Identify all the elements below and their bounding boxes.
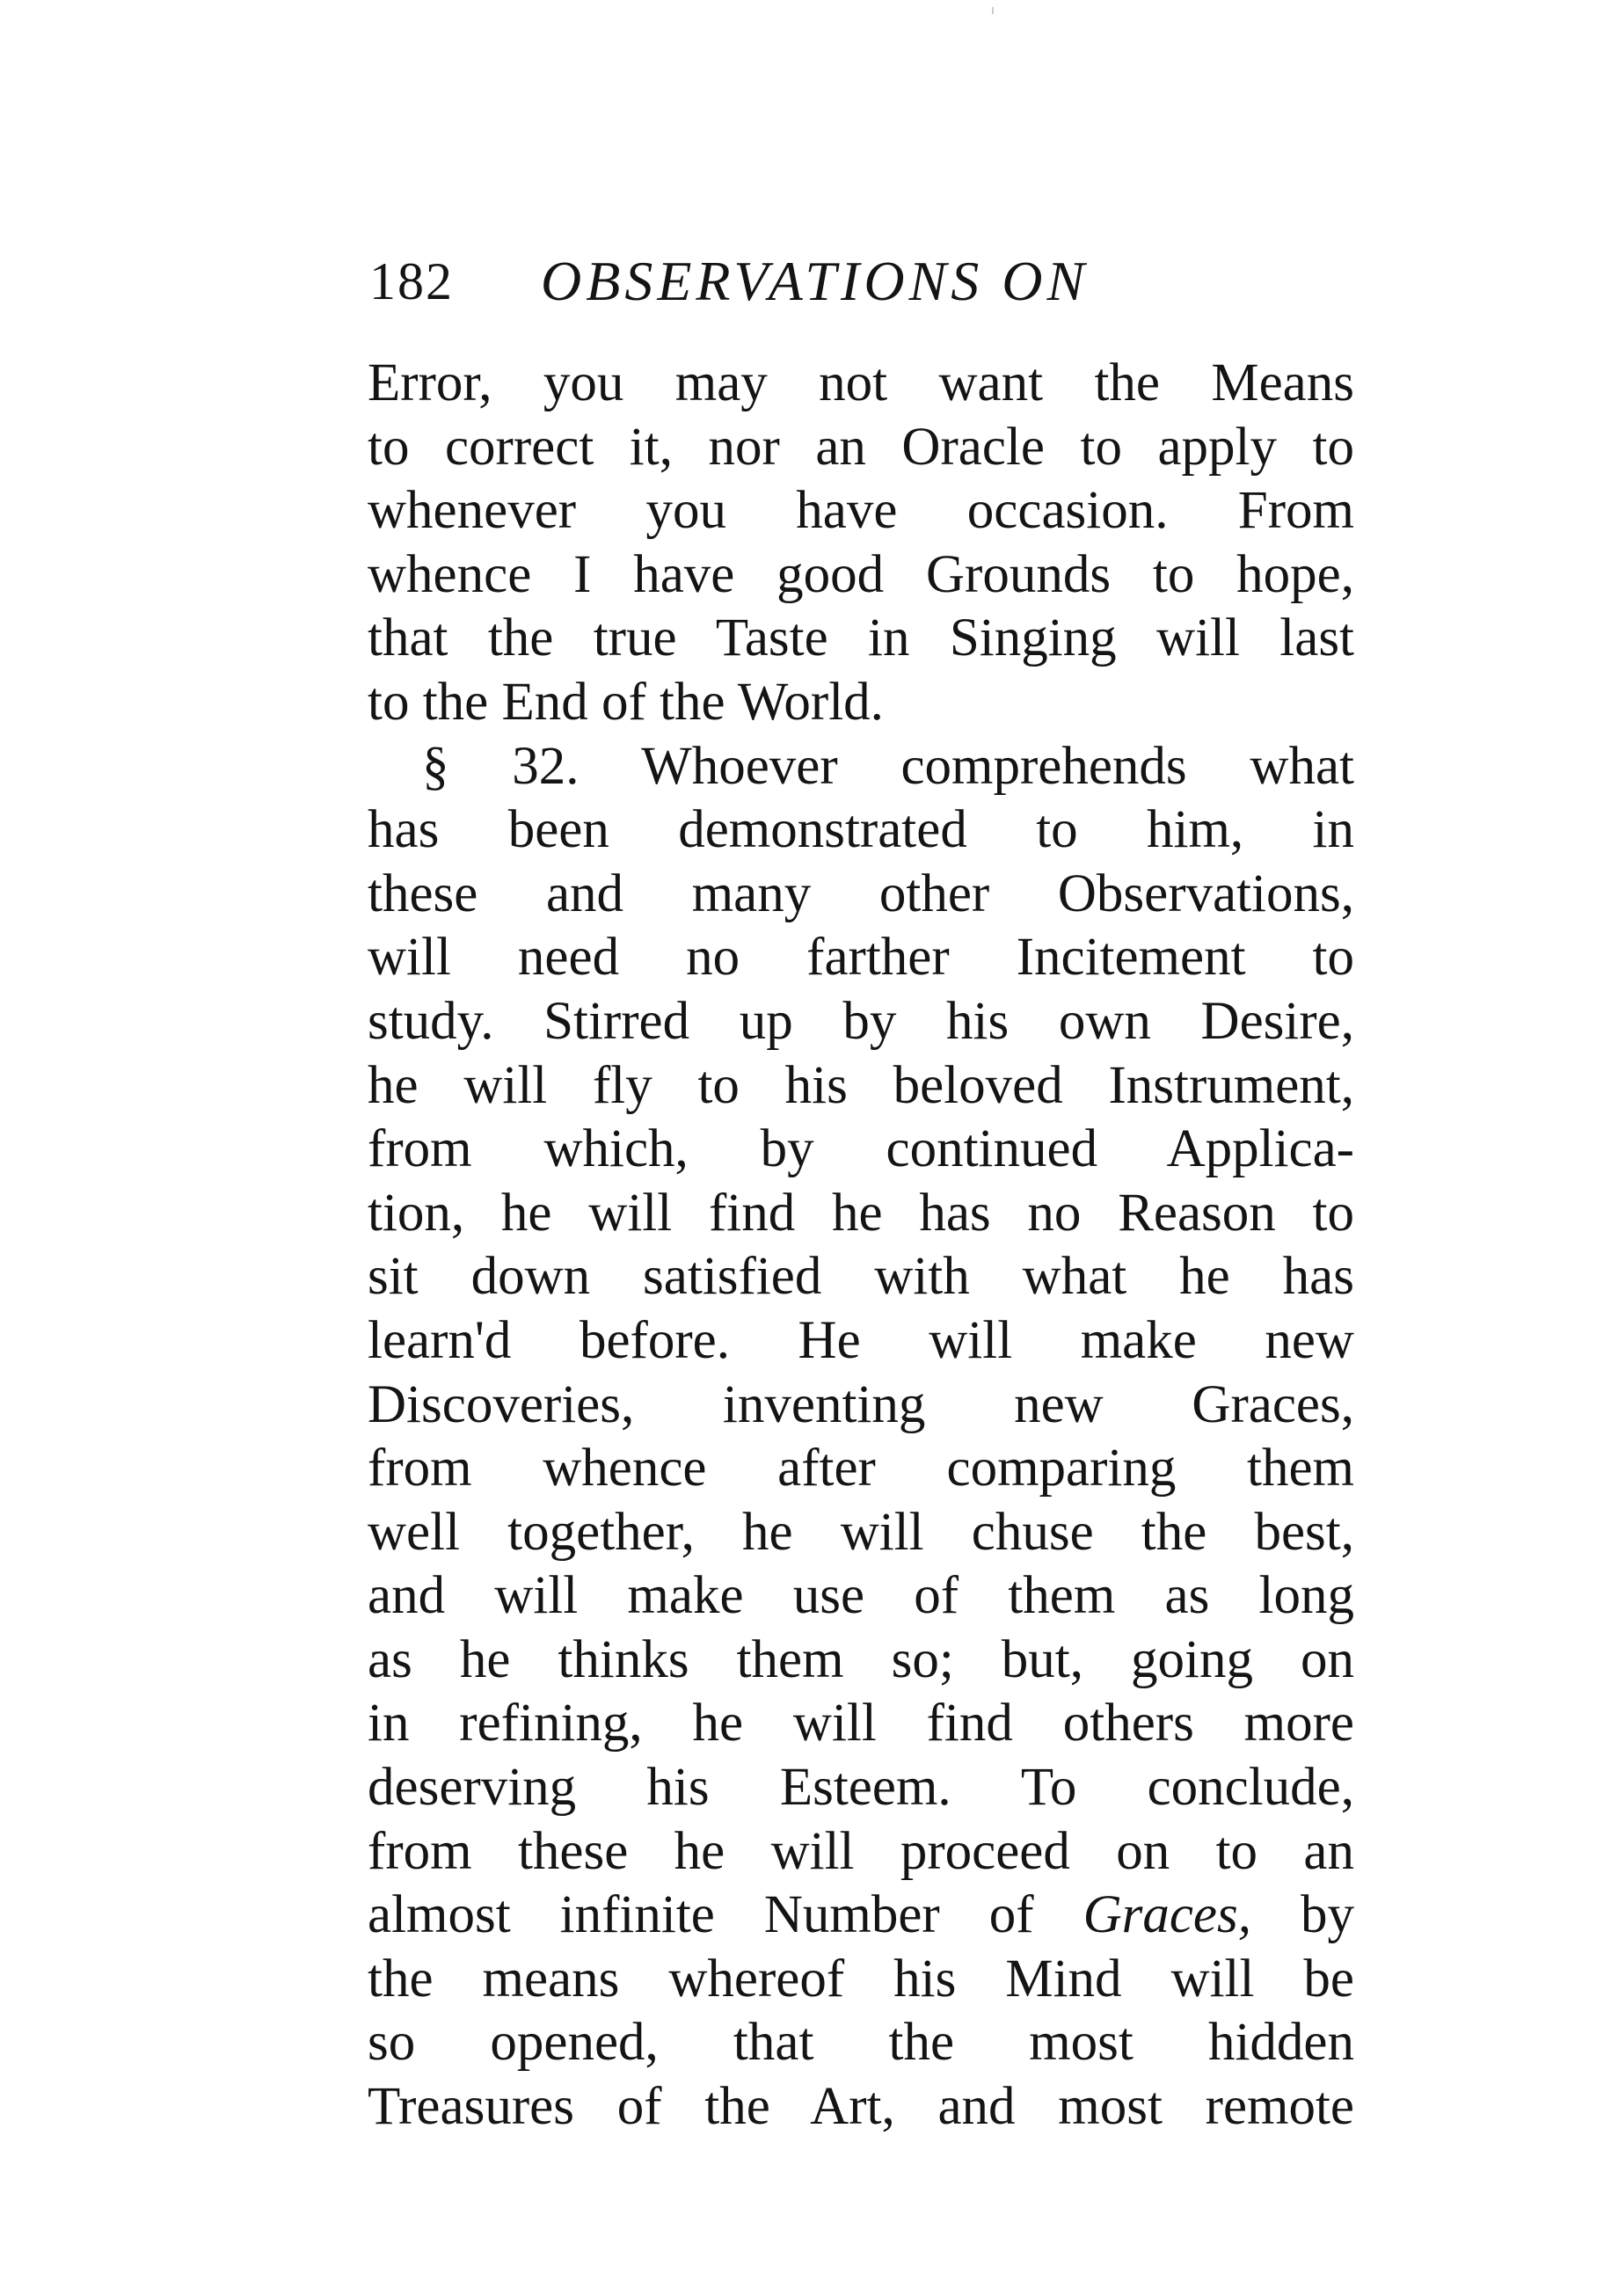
scan-speck <box>992 7 994 14</box>
page-number: 182 <box>369 252 454 310</box>
text-line: whence I have good Grounds to hope, <box>368 544 1354 604</box>
text-line: well together, he will chuse the best, <box>368 1502 1354 1562</box>
page-header <box>369 237 1354 325</box>
text-line: to correct it, nor an Oracle to apply to <box>368 417 1354 477</box>
section-32-first-line: § 32. Whoever comprehends what <box>422 736 1354 796</box>
text-line: and will make use of them as long <box>368 1566 1354 1626</box>
text-line: Treasures of the Art, and most remote <box>368 2077 1354 2137</box>
running-head: OBSERVATIONS ON <box>541 250 1090 312</box>
italic-graces: Graces, <box>1083 1885 1251 1945</box>
text-line: in refining, he will find others more <box>368 1694 1354 1753</box>
text-line-with-italic <box>368 1884 1354 1948</box>
text-segment: almost infinite Number of <box>368 1885 1083 1945</box>
text-line: from these he will proceed on to an <box>368 1821 1354 1881</box>
text-line: that the true Taste in Singing will last <box>368 609 1354 668</box>
text-line: will need no farther Incitement to <box>368 928 1354 988</box>
text-line: to the End of the World. <box>368 672 884 732</box>
text-line: Discoveries, inventing new Graces, <box>368 1374 1354 1434</box>
text-line: tion, he will find he has no Reason to <box>368 1183 1354 1243</box>
text-line: these and many other Observations, <box>368 864 1354 923</box>
text-line: as he thinks them so; but, going on <box>368 1629 1354 1689</box>
text-line: sit down satisfied with what he has <box>368 1247 1354 1307</box>
text-line: has been demonstrated to him, in <box>368 800 1354 860</box>
text-line: from which, by continued Applica- <box>368 1119 1354 1179</box>
text-line: from whence after comparing them <box>368 1439 1354 1498</box>
text-line: the means whereof his Mind will be <box>368 1949 1354 2008</box>
body-text <box>368 352 1354 2139</box>
text-line: deserving his Esteem. To conclude, <box>368 1758 1354 1818</box>
text-segment: by <box>1251 1885 1355 1945</box>
text-line: he will fly to his beloved Instrument, <box>368 1055 1354 1115</box>
text-line: learn'd before. He will make new <box>368 1310 1354 1370</box>
text-line: Error, you may not want the Means <box>368 354 1354 412</box>
text-line: study. Stirred up by his own Desire, <box>368 991 1354 1051</box>
text-line: whenever you have occasion. From <box>368 481 1354 541</box>
text-line: so opened, that the most hidden <box>368 2013 1354 2073</box>
